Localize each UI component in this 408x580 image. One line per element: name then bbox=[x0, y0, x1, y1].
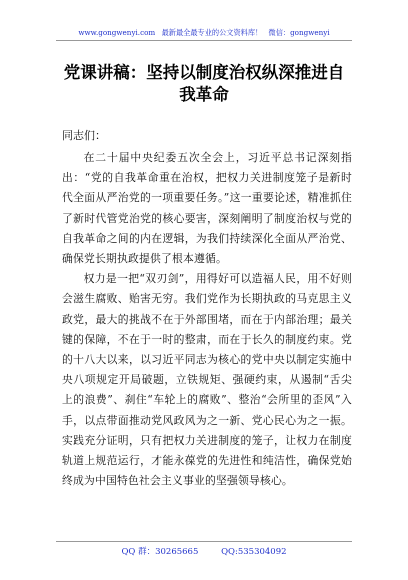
footer-qq: QQ:535304092 bbox=[221, 547, 287, 557]
header-wechat: 微信：gongwenyi bbox=[268, 28, 330, 37]
header-tagline: 最新最全最专业的公文资料库！ bbox=[161, 28, 263, 37]
document-title: 党课讲稿：坚持以制度治权纵深推进自我革命 bbox=[63, 63, 345, 104]
header-divider bbox=[56, 40, 352, 41]
header-banner bbox=[0, 28, 408, 38]
footer-qq-group: QQ 群：30265665 bbox=[121, 547, 199, 557]
body-paragraph: 在二十届中央纪委五次全会上，习近平总书记深刻指出：“党的自我革命重在治权，把权力关进制度笼子是新时代全面从严治党的一项重要任务。”这一重要论述，精准抓住了新时代管党治党的核心要害，深刻阐明了制度治权与党的自我革命之间的内在逻辑，为我们持续深化全面从严治党、确保党长期执政提供了根本遵循。 bbox=[62, 151, 352, 266]
salutation: 同志们： bbox=[62, 129, 106, 142]
footer-divider bbox=[56, 541, 352, 542]
document-body bbox=[62, 148, 352, 491]
footer-contact bbox=[0, 545, 408, 557]
header-website-link[interactable]: www.gongwenyi.com bbox=[78, 28, 156, 37]
body-paragraph: 权力是一把“双刃剑”，用得好可以造福人民，用不好则会滋生腐败、贻害无穷。我们党作为长期执政的马克思主义政党，最大的挑战不在于外部围堵，而在于内部治理；最关键的保障，不在于一时的整肃，而在于长久的制度约束。党的十八大以来，以习近平同志为核心的党中央以制定实施中央八项规定开局破题，立铁规矩、强硬约束，从遏制“舌尖上的浪费”、刹住“车轮上的腐败”、整治“会所里的歪风”入手，以点带面推动党风政风为之一新、党心民心为之一振。实践充分证明，只有把权力关进制度的笼子，让权力在制度轨道上规范运行，才能永葆党的先进性和纯洁性，确保党始终成为中国特色社会主义事业的坚强领导核心。 bbox=[62, 272, 352, 488]
